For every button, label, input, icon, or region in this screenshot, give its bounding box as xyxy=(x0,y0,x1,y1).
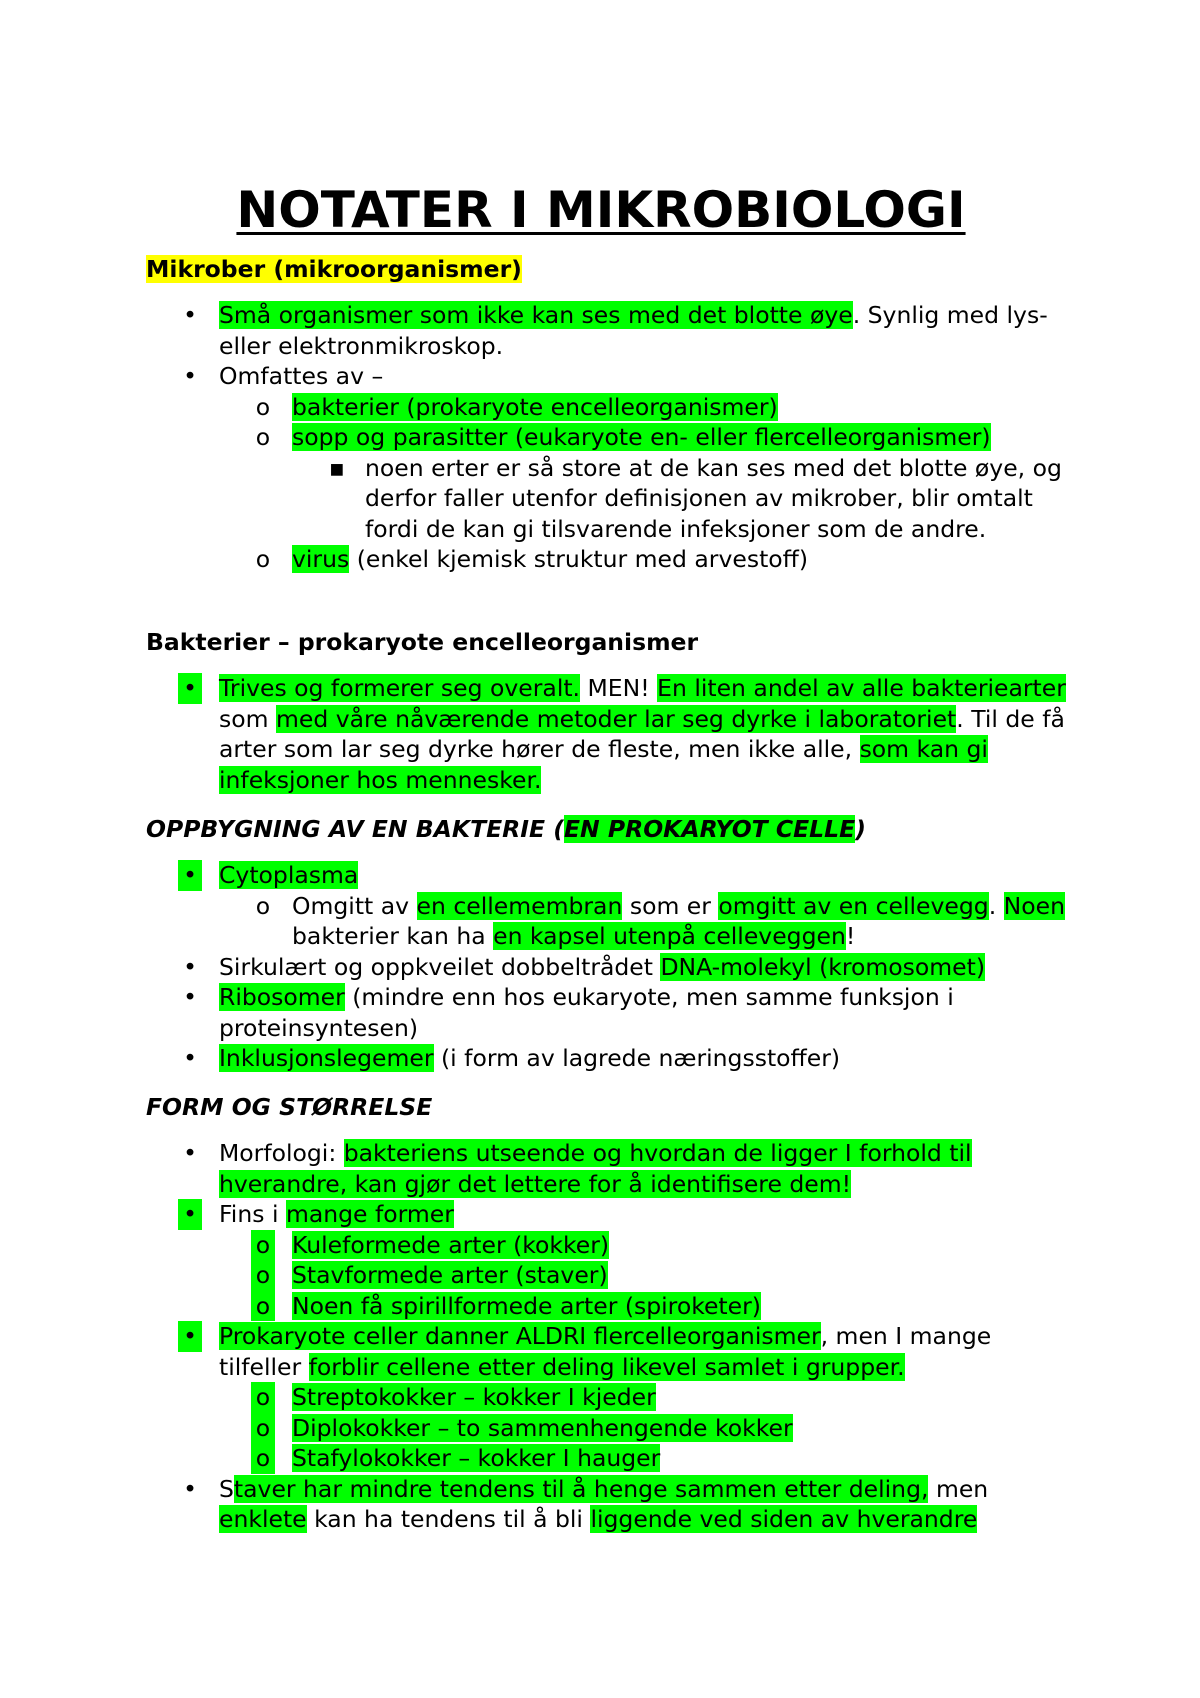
bullet-icon: • xyxy=(178,673,202,704)
circle-bullet-icon: o xyxy=(255,423,271,451)
list-item: • Staver har mindre tendens til å henge sammen etter deling, men enklete kan ha tendens til å bli liggende ved siden av hverandre xyxy=(146,1474,1066,1535)
list-item: o Stavformede arter (staver) xyxy=(146,1260,1066,1291)
circle-bullet-icon: o xyxy=(251,1382,275,1413)
list-item: o Stafylokokker – kokker I hauger xyxy=(146,1443,1066,1474)
bullet-icon: • xyxy=(178,1199,202,1230)
square-bullet-icon: ▪ xyxy=(329,453,345,482)
circle-bullet-icon: o xyxy=(251,1443,275,1474)
list-item: o Diplokokker – to sammenhengende kokker xyxy=(146,1413,1066,1444)
list-item: • Morfologi: bakteriens utseende og hvordan de ligger I forhold til hverandre, kan gjør det lettere for å identifisere dem! xyxy=(146,1138,1066,1199)
list-item: o Omgitt av en cellemembran som er omgitt av en cellevegg. Noen bakterier kan ha en kapsel utenpå celleveggen! xyxy=(146,891,1066,952)
list-oppbygning xyxy=(146,860,1066,1074)
bullet-icon: • xyxy=(183,1044,197,1072)
list-item: o Noen få spirillformede arter (spiroketer) xyxy=(146,1291,1066,1322)
list-bakterier xyxy=(146,673,1066,795)
list-item: • Omfattes av – xyxy=(146,361,1066,392)
list-item: o Kuleformede arter (kokker) xyxy=(146,1230,1066,1261)
list-item: • Sirkulært og oppkveilet dobbeltrådet DNA-molekyl (kromosomet) xyxy=(146,952,1066,983)
list-item: ▪ noen erter er så store at de kan ses med det blotte øye, og derfor faller utenfor definisjonen av mikrober, blir omtalt fordi de kan gi tilsvarende infeksjoner som de andre. xyxy=(146,453,1066,545)
list-item: • Prokaryote celler danner ALDRI flercelleorganismer, men I mange tilfeller forblir cellene etter deling likevel samlet i grupper. xyxy=(146,1321,1066,1382)
list-item: • Fins i mange former xyxy=(146,1199,1066,1230)
bullet-icon: • xyxy=(183,983,197,1011)
list-item: • Trives og formerer seg overalt. MEN! En liten andel av alle bakteriearter som med våre nåværende metoder lar seg dyrke i laboratoriet. Til de få arter som lar seg dyrke hører de fleste, men ikke alle, som kan gi infeksjoner hos mennesker. xyxy=(146,673,1066,795)
list-item: o sopp og parasitter (eukaryote en- eller flercelleorganismer) xyxy=(146,422,1066,453)
circle-bullet-icon: o xyxy=(251,1291,275,1322)
heading-bakterier: Bakterier – prokaryote encelleorganismer xyxy=(146,628,699,656)
circle-bullet-icon: o xyxy=(255,392,271,421)
list-item: o Streptokokker – kokker I kjeder xyxy=(146,1382,1066,1413)
list-mikrober xyxy=(146,300,1066,575)
list-item: • Små organismer som ikke kan ses med det blotte øye. Synlig med lys- eller elektronmikroskop. xyxy=(146,300,1066,361)
bullet-icon: • xyxy=(178,1321,202,1352)
list-item: • Cytoplasma xyxy=(146,860,1066,891)
list-item: • Ribosomer (mindre enn hos eukaryote, men samme funksjon i proteinsyntesen) xyxy=(146,982,1066,1043)
list-form xyxy=(146,1138,1066,1535)
heading-oppbygning: OPPBYGNING AV EN BAKTERIE (EN PROKARYOT CELLE) xyxy=(146,815,866,843)
bullet-icon: • xyxy=(183,1139,197,1167)
circle-bullet-icon: o xyxy=(251,1413,275,1444)
heading-form: FORM OG STØRRELSE xyxy=(146,1093,433,1121)
circle-bullet-icon: o xyxy=(255,545,271,573)
bullet-icon: • xyxy=(183,301,197,329)
bullet-icon: • xyxy=(178,860,202,891)
bullet-icon: • xyxy=(183,362,197,390)
list-item: • Inklusjonslegemer (i form av lagrede næringsstoffer) xyxy=(146,1043,1066,1074)
bullet-icon: • xyxy=(183,1474,197,1503)
heading-mikrober: Mikrober (mikroorganismer) xyxy=(146,255,522,283)
list-item: o bakterier (prokaryote encelleorganismer) xyxy=(146,392,1066,423)
circle-bullet-icon: o xyxy=(251,1260,275,1291)
list-item: o virus (enkel kjemisk struktur med arvestoff) xyxy=(146,544,1066,575)
bullet-icon: • xyxy=(183,952,197,981)
circle-bullet-icon: o xyxy=(255,891,271,920)
circle-bullet-icon: o xyxy=(251,1230,275,1261)
document-title: NOTATER I MIKROBIOLOGI xyxy=(236,180,966,239)
